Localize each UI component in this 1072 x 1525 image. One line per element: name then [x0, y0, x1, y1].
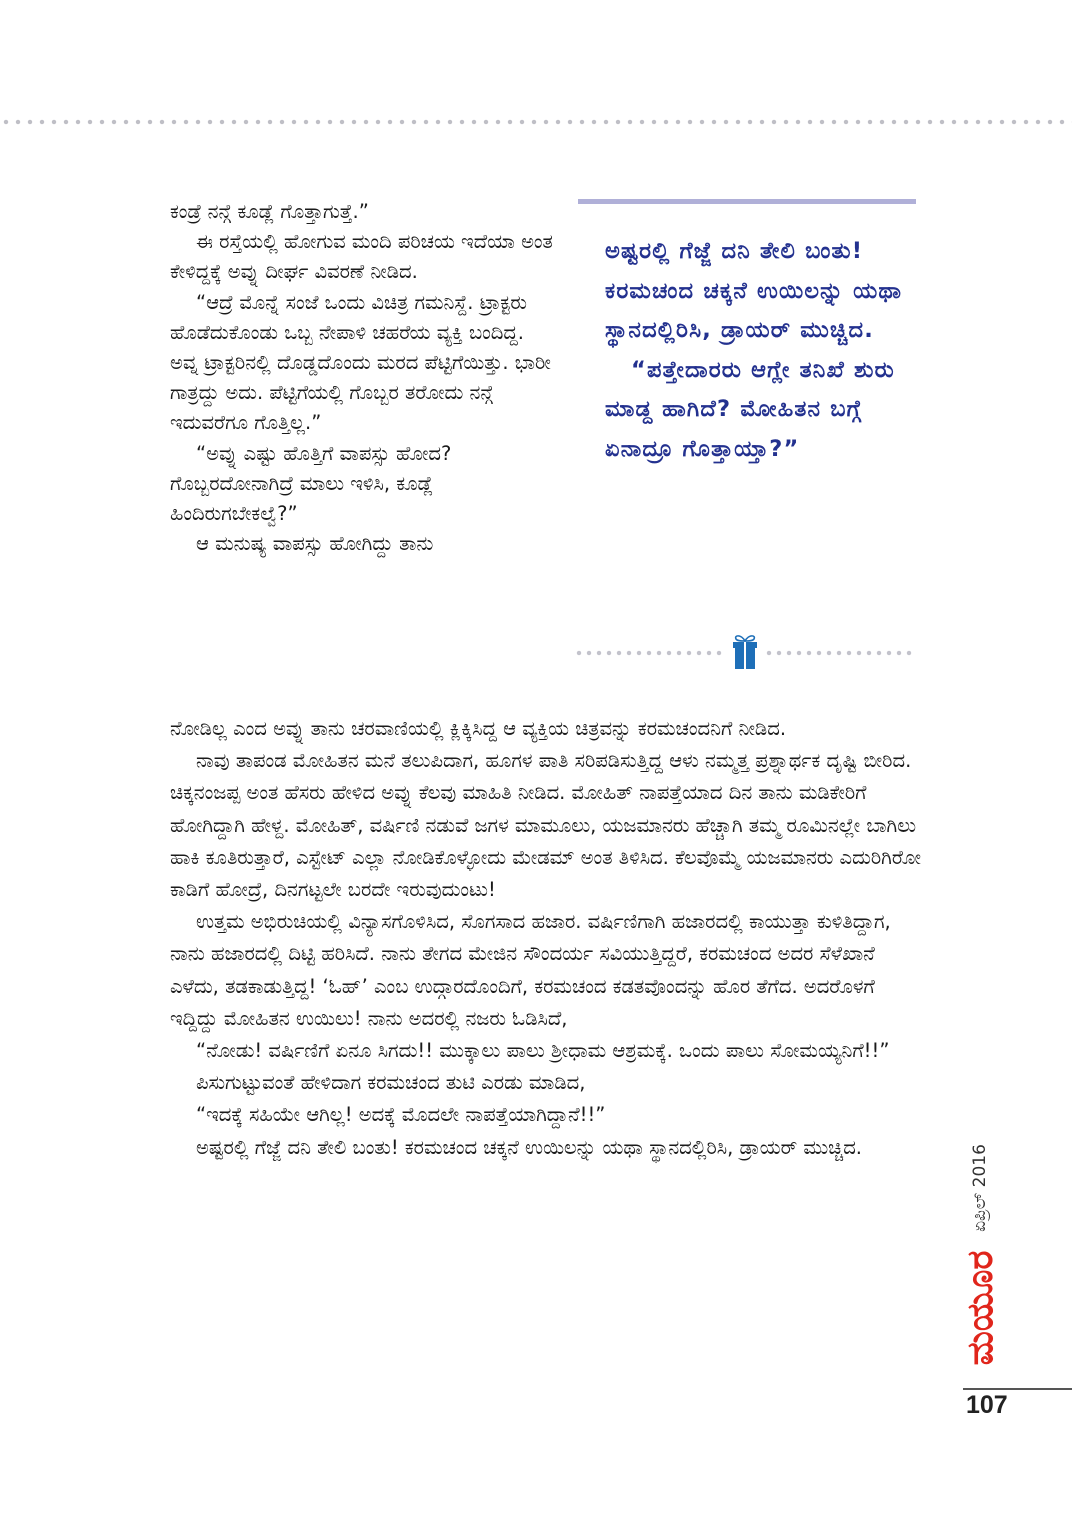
- pull-quote-paragraph: ಅಷ್ಟರಲ್ಲಿ ಗೆಜ್ಜೆ ದನಿ ತೇಲಿ ಬಂತು! ಕರಮಚಂದ ಚಕ್ಕನೆ ಉಯಿಲನ್ನು ಯಥಾ ಸ್ಥಾನದಲ್ಲಿರಿಸಿ, ಡ್ರಾಯರ್ ಮುಚ್ಚಿದ.: [605, 238, 903, 343]
- paragraph: ಕಂಡ್ರೆ ನನ್ಗೆ ಕೂಡ್ಲೆ ಗೊತ್ತಾಗುತ್ತೆ.”: [170, 200, 369, 223]
- paragraph: “ಅವ್ನು ಎಷ್ಟು ಹೊತ್ತಿಗೆ ವಾಪಸ್ಸು ಹೋದ? ಗೊಬ್ಬರದೋನಾಗಿದ್ರೆ ಮಾಲು ಇಳಿಸಿ, ಕೂಡ್ಲೆ ಹಿಂದಿರುಗಬೇಕಲ್ವೆ?”: [170, 441, 452, 526]
- page-number-rule: [963, 1388, 1072, 1390]
- pull-quote: [605, 232, 925, 469]
- top-dotted-rule: [0, 118, 1072, 126]
- pull-quote-box: [578, 199, 916, 204]
- paragraph: ಆ ಮನುಷ್ಯ ವಾಪಸ್ಸು ಹೋಗಿದ್ದು ತಾನು: [196, 532, 434, 556]
- paragraph: ಉತ್ತಮ ಅಭಿರುಚಿಯಲ್ಲಿ ವಿನ್ಯಾಸಗೊಳಿಸಿದ, ಸೊಗಸಾದ ಹಜಾರ. ವರ್ಷಿಣಿಗಾಗಿ ಹಜಾರದಲ್ಲಿ ಕಾಯುತ್ತಾ ಕುಳಿತಿದ್ದಾಗ, ನಾನು ಹಜಾರದಲ್ಲಿ ದಿಟ್ಟಿ ಹರಿಸಿದೆ. ನಾನು ತೇಗದ ಮೇಜಿನ ಸೌಂದರ್ಯ ಸವಿಯುತ್ತಿದ್ದರೆ, ಕರಮಚಂದ ಅದರ ಸೆಳೆಖಾನೆ ಎಳೆದು, ತಡಕಾಡುತ್ತಿದ್ದ! ‘ಓಹ್’ ಎಂಬ ಉದ್ಗಾರದೊಂದಿಗೆ, ಕರಮಚಂದ ಕಡತವೊಂದನ್ನು ಹೊರ ತೆಗೆದ. ಅದರೊಳಗೆ ಇದ್ದಿದ್ದು ಮೋಹಿತನ ಉಯಿಲು! ನಾನು ಅದರಲ್ಲಿ ನಜರು ಓಡಿಸಿದೆ,: [170, 910, 891, 1030]
- pull-quote-paragraph: “ಪತ್ತೇದಾರರು ಆಗ್ಲೇ ತನಿಖೆ ಶುರು ಮಾಡ್ದ ಹಾಗಿದೆ? ಮೋಹಿತನ ಬಗ್ಗೆ ಏನಾದ್ರೂ ಗೊತ್ತಾಯ್ತಾ?”: [605, 356, 895, 462]
- gift-box-icon: [725, 632, 765, 672]
- paragraph: “ಇದಕ್ಕೆ ಸಹಿಯೇ ಆಗಿಲ್ಲ! ಅದಕ್ಕೆ ಮೊದಲೇ ನಾಪತ್ತೆಯಾಗಿದ್ದಾನೆ!!”: [196, 1103, 606, 1127]
- paragraph: ಈ ರಸ್ತೆಯಲ್ಲಿ ಹೋಗುವ ಮಂದಿ ಪರಿಚಯ ಇದೆಯಾ ಅಂತ ಕೇಳಿದ್ದಕ್ಕೆ ಅವ್ನು ದೀರ್ಘ ವಿವರಣೆ ನೀಡಿದ.: [170, 230, 553, 284]
- left-column-text: [170, 197, 555, 559]
- paragraph: ನಾವು ತಾಪಂಡ ಮೋಹಿತನ ಮನೆ ತಲುಪಿದಾಗ, ಹೂಗಳ ಪಾತಿ ಸರಿಪಡಿಸುತ್ತಿದ್ದ ಆಳು ನಮ್ಮತ್ತ ಪ್ರಶ್ನಾರ್ಥಕ ದೃಷ್ಟಿ ಬೀರಿದ. ಚಿಕ್ಕನಂಜಪ್ಪ ಅಂತ ಹೆಸರು ಹೇಳಿದ ಅವ್ನು ಕೆಲವು ಮಾಹಿತಿ ನೀಡಿದ. ಮೋಹಿತ್ ನಾಪತ್ತೆಯಾದ ದಿನ ತಾನು ಮಡಿಕೇರಿಗೆ ಹೋಗಿದ್ದಾಗಿ ಹೇಳ್ದ. ಮೋಹಿತ್, ವರ್ಷಿಣಿ ನಡುವೆ ಜಗಳ ಮಾಮೂಲು, ಯಜಮಾನರು ಹೆಚ್ಚಾಗಿ ತಮ್ಮ ರೂಮಿನಲ್ಲೇ ಬಾಗಿಲು ಹಾಕಿ ಕೂತಿರುತ್ತಾರೆ, ಎಸ್ಟೇಟ್ ಎಲ್ಲಾ ನೋಡಿಕೊಳ್ಳೋದು ಮೇಡಮ್ ಅಂತ ತಿಳಿಸಿದ. ಕೆಲವೊಮ್ಮೆ ಯಜಮಾನರು ಎದುರಿಗಿರೋ ಕಾಡಿಗೆ ಹೋದ್ರೆ, ದಿನಗಟ್ಟಲೇ ಬರದೇ ಇರುವುದುಂಟು!: [170, 749, 921, 902]
- page-number: 107: [966, 1391, 1008, 1419]
- paragraph: “ನೋಡು! ವರ್ಷಿಣಿಗೆ ಏನೂ ಸಿಗದು!! ಮುಕ್ಕಾಲು ಪಾಲು ಶ್ರೀಧಾಮ ಆಶ್ರಮಕ್ಕೆ. ಒಂದು ಪಾಲು ಸೋಮಯ್ಯನಿಗೆ!!”: [196, 1039, 890, 1063]
- magazine-logo: ಮಯೂರ: [960, 1250, 1001, 1366]
- paragraph: “ಆದ್ರೆ ಮೊನ್ನೆ ಸಂಜೆ ಒಂದು ವಿಚಿತ್ರ ಗಮನಿಸ್ದೆ. ಟ್ರಾಕ್ಟರು ಹೊಡೆದುಕೊಂಡು ಒಬ್ಬ ನೇಪಾಳಿ ಚಹರೆಯ ವ್ಯಕ್ತಿ ಬಂದಿದ್ದ. ಅವ್ನ ಟ್ರಾಕ್ಟರಿನಲ್ಲಿ ದೊಡ್ಡದೊಂದು ಮರದ ಪೆಟ್ಟಿಗೆಯಿತ್ತು. ಭಾರೀ ಗಾತ್ರದ್ದು ಅದು. ಪೆಟ್ಟಿಗೆಯಲ್ಲಿ ಗೊಬ್ಬರ ತರೋದು ನನ್ಗೆ ಇದುವರೆಗೂ ಗೊತ್ತಿಲ್ಲ.”: [170, 290, 551, 435]
- paragraph: ಪಿಸುಗುಟ್ಟುವಂತೆ ಹೇಳಿದಾಗ ಕರಮಚಂದ ತುಟಿ ಎರಡು ಮಾಡಿದ,: [196, 1071, 586, 1095]
- paragraph: ನೋಡಿಲ್ಲ ಎಂದ ಅವ್ನು ತಾನು ಚರವಾಣಿಯಲ್ಲಿ ಕ್ಲಿಕ್ಕಿಸಿದ್ದ ಆ ವ್ಯಕ್ತಿಯ ಚಿತ್ರವನ್ನು ಕರಮಚಂದನಿಗೆ ನೀಡಿದ.: [170, 717, 787, 740]
- issue-date: ಏಪ್ರಿಲ್ 2016: [970, 1144, 990, 1232]
- paragraph: ಅಷ್ಟರಲ್ಲಿ ಗೆಜ್ಜೆ ದನಿ ತೇಲಿ ಬಂತು! ಕರಮಚಂದ ಚಕ್ಕನೆ ಉಯಿಲನ್ನು ಯಥಾ ಸ್ಥಾನದಲ್ಲಿರಿಸಿ, ಡ್ರಾಯರ್ ಮುಚ್ಚಿದ.: [196, 1135, 863, 1159]
- pull-quote-divider: [574, 632, 916, 672]
- main-body-text: [170, 713, 922, 1164]
- magazine-side-label: [952, 1128, 1002, 1373]
- pull-quote-top-rule: [578, 199, 916, 204]
